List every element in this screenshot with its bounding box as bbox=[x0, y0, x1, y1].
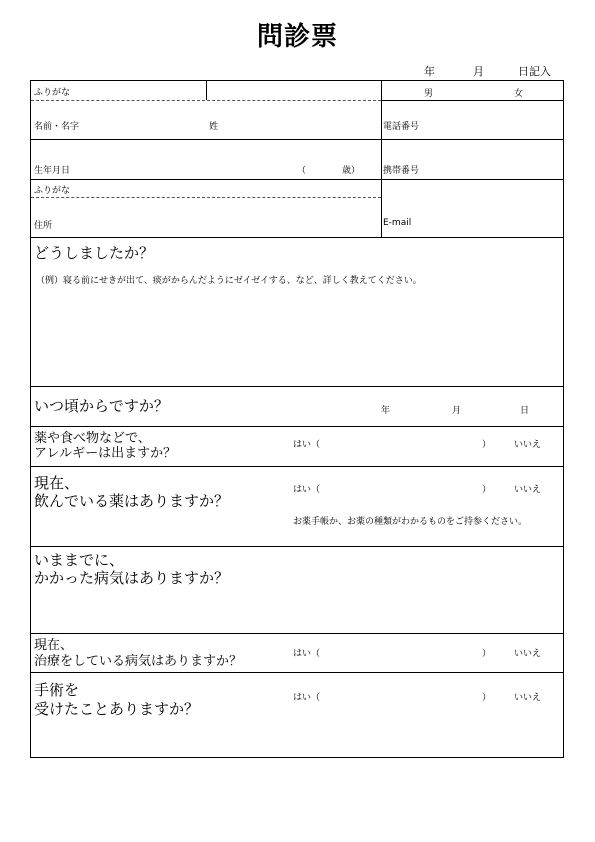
treatment-question-line2: 治療をしている病気はありますか？ bbox=[34, 654, 243, 669]
date-month-label: 月 bbox=[473, 65, 484, 78]
surgery-no-option[interactable]: いいえ bbox=[514, 693, 542, 703]
treatment-no-option[interactable]: いいえ bbox=[514, 649, 542, 659]
medication-question-line2: 飲んでいる薬はありますか？ bbox=[34, 492, 230, 510]
allergy-question-line2: アレルギーは出ますか？ bbox=[34, 446, 177, 461]
row-divider bbox=[31, 179, 563, 180]
past-illness-question-line2: かかった病気はありますか？ bbox=[34, 569, 230, 587]
age-open-paren: （ bbox=[297, 166, 307, 176]
medication-no-option[interactable]: いいえ bbox=[514, 485, 542, 495]
gender-divider bbox=[381, 100, 563, 101]
allergy-yes-option[interactable]: はい（ bbox=[293, 440, 321, 450]
past-illness-question-line1: いままでに、 bbox=[34, 551, 125, 569]
treatment-yes-option[interactable]: はい（ bbox=[293, 649, 321, 659]
furigana-dashed-line bbox=[31, 100, 381, 101]
row-divider bbox=[31, 426, 563, 427]
medication-close-paren: ） bbox=[482, 485, 492, 495]
female-option[interactable]: 女 bbox=[514, 89, 524, 99]
row-divider bbox=[31, 237, 563, 238]
age-label: 歳） bbox=[342, 166, 361, 176]
questionnaire-form bbox=[30, 80, 564, 758]
treatment-question-line1: 現在、 bbox=[34, 638, 74, 653]
male-option[interactable]: 男 bbox=[424, 89, 434, 99]
row-divider bbox=[31, 633, 563, 634]
date-day-entry-label: 日記入 bbox=[518, 65, 551, 78]
surgery-question-line2: 受けたことありますか？ bbox=[34, 700, 200, 718]
address-furigana-label: ふりがな bbox=[34, 186, 71, 196]
medication-question-line1: 現在、 bbox=[34, 474, 80, 492]
furigana-label: ふりがな bbox=[34, 88, 71, 98]
date-year-label: 年 bbox=[424, 65, 435, 78]
since-year-label: 年 bbox=[381, 406, 391, 416]
symptoms-question: どうしましたか？ bbox=[34, 244, 155, 262]
row-divider bbox=[31, 386, 563, 387]
surgery-question-line1: 手術を bbox=[34, 681, 80, 699]
name-label: 名前・名字 bbox=[34, 122, 80, 132]
phone-label: 電話番号 bbox=[383, 122, 420, 132]
column-divider bbox=[381, 81, 382, 237]
allergy-question-line1: 薬や食べ物などで、 bbox=[34, 431, 151, 446]
mobile-label: 携帯番号 bbox=[383, 166, 420, 176]
row-divider bbox=[31, 139, 563, 140]
symptoms-example: （例）寝る前にせきが出て、痰がからんだようにゼイゼイする、など、詳しく教えてください。 bbox=[36, 276, 422, 286]
page-title: 問診票 bbox=[256, 22, 338, 52]
allergy-close-paren: ） bbox=[482, 440, 492, 450]
since-question: いつ頃からですか？ bbox=[34, 397, 169, 415]
birthdate-label: 生年月日 bbox=[34, 166, 71, 176]
since-day-label: 日 bbox=[520, 406, 530, 416]
row-divider bbox=[31, 466, 563, 467]
column-divider bbox=[206, 81, 207, 100]
surgery-close-paren: ） bbox=[482, 693, 492, 703]
row-divider bbox=[31, 546, 563, 547]
surgery-yes-option[interactable]: はい（ bbox=[293, 693, 321, 703]
address-furigana-dashed-line bbox=[31, 197, 381, 198]
surname-label: 姓 bbox=[209, 122, 219, 132]
address-label: 住所 bbox=[34, 221, 53, 231]
medication-note: お薬手帳か、お薬の種類がわかるものをご持参ください。 bbox=[293, 517, 528, 527]
medication-yes-option[interactable]: はい（ bbox=[293, 485, 321, 495]
row-divider bbox=[31, 672, 563, 673]
email-label: E-mail bbox=[383, 218, 412, 228]
allergy-no-option[interactable]: いいえ bbox=[514, 440, 542, 450]
treatment-close-paren: ） bbox=[482, 649, 492, 659]
since-month-label: 月 bbox=[452, 406, 462, 416]
